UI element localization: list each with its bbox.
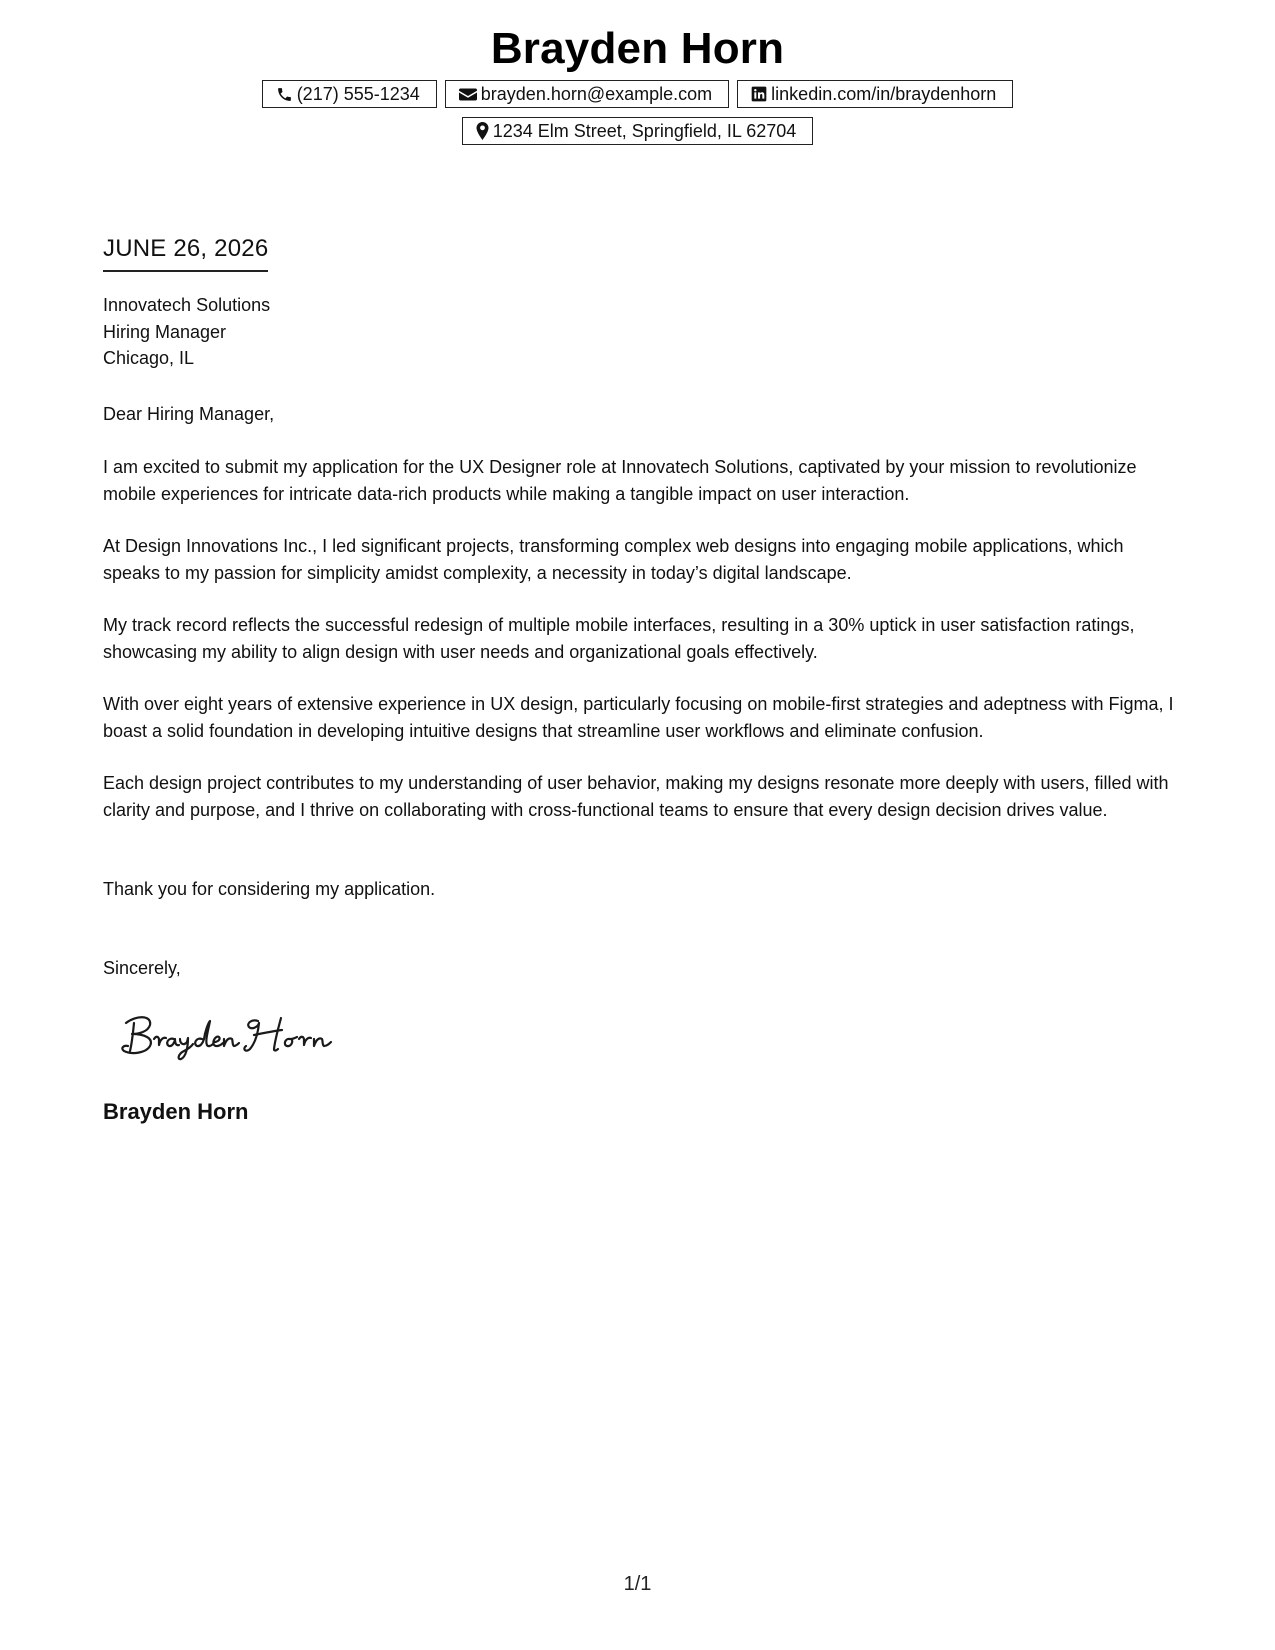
salutation: Dear Hiring Manager, — [103, 404, 275, 424]
signer-name: Brayden Horn — [103, 1099, 249, 1124]
body-paragraph-1: I am excited to submit my application for the UX Designer role at Innovatech Solutions, captivated by your mission to revolutionize mobile experiences for intricate data-rich products while making a tangible impact on user interaction. — [103, 457, 1137, 504]
body-paragraph-6: Thank you for considering my application. — [103, 879, 436, 899]
email-text: brayden.horn@example.com — [480, 83, 713, 104]
body-paragraph-5: Each design project contributes to my understanding of user behavior, making my designs resonate more deeply with users, filled with clarity and purpose, and I thrive on collaborating with cross-functional teams to ensure that every design decision drives value. — [103, 773, 1169, 820]
body-paragraph-2: At Design Innovations Inc., I led significant projects, transforming complex web designs into engaging mobile applications, which speaks to my passion for simplicity amidst complexity, a necessity in today’s digital landscape. — [103, 536, 1124, 583]
handwritten-signature — [118, 1005, 358, 1065]
recipient-title: Hiring Manager — [103, 321, 227, 342]
recipient-block — [103, 292, 270, 372]
page-number: 1/1 — [623, 1573, 652, 1595]
linkedin-chip — [737, 80, 1013, 108]
phone-icon — [276, 86, 293, 103]
linkedin-icon — [751, 86, 767, 102]
contact-row-secondary — [0, 117, 1275, 145]
applicant-name-heading: Brayden Horn — [490, 24, 785, 73]
email-chip — [445, 80, 729, 108]
recipient-location: Chicago, IL — [103, 348, 195, 368]
address-chip — [462, 117, 814, 145]
envelope-icon — [459, 87, 477, 102]
body-paragraph-4: With over eight years of extensive experience in UX design, particularly focusing on mobile-first strategies and adeptness with Figma, I boast a solid foundation in developing intuitive designs that streamline user workflows and eliminate confusion. — [103, 694, 1174, 741]
contact-row-primary — [0, 80, 1275, 108]
body-paragraph-3: My track record reflects the successful redesign of multiple mobile interfaces, resulting in a 30% uptick in user satisfaction ratings, showcasing my ability to align design with user needs and organizational goals effectively. — [103, 615, 1135, 662]
phone-text: (217) 555-1234 — [296, 83, 420, 104]
address-text: 1234 Elm Street, Springfield, IL 62704 — [492, 120, 797, 141]
linkedin-text: linkedin.com/in/braydenhorn — [771, 83, 997, 104]
phone-chip — [262, 80, 437, 108]
recipient-company: Innovatech Solutions — [103, 295, 271, 315]
map-marker-icon — [476, 122, 489, 140]
closing: Sincerely, — [103, 958, 181, 978]
letter-date: JUNE 26, 2026 — [103, 234, 268, 272]
